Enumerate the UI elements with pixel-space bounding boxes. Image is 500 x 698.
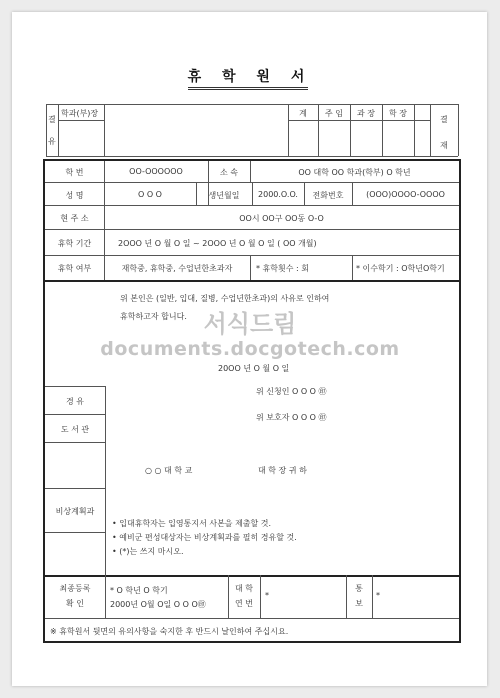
side-row-line xyxy=(45,386,105,387)
serial-label: 연 번 xyxy=(235,599,253,608)
final-date-signature: 2000년 O월 O일 O O O㊞ xyxy=(110,600,206,609)
approval-right-label: 결 xyxy=(440,115,448,124)
guardian-signature: 위 보호자 O O O ㊞ xyxy=(256,413,327,422)
approval-divider xyxy=(430,104,431,156)
side-row-line xyxy=(45,414,105,415)
col-line xyxy=(372,575,373,618)
statement-line-1: 위 본인은 (일반, 입대, 질병, 수업년한초과)의 사유로 인하여 xyxy=(120,294,330,303)
birth-label: 생년월일 xyxy=(208,191,240,200)
title-underline xyxy=(188,87,308,88)
col-line xyxy=(260,575,261,618)
row-line-thick xyxy=(45,575,459,577)
applicant-signature: 위 신청인 O O O ㊞ xyxy=(256,387,327,396)
col-line xyxy=(105,575,106,618)
col-line xyxy=(346,575,347,618)
dept-head-label: 학과(부)장 xyxy=(61,109,99,118)
status-value: 재학중, 휴학중, 수업년한초과자 xyxy=(121,264,233,273)
leave-count-label: * 휴학횟수 : 회 xyxy=(256,264,309,273)
row-line-thick xyxy=(45,280,459,282)
birth-value: 2000.O.O. xyxy=(258,190,298,199)
note-item: • 예비군 편성대상자는 비상계획과를 필히 경유할 것. xyxy=(112,533,297,542)
note-item: • 입대휴학자는 입영통지서 사본을 제출할 것. xyxy=(112,519,272,528)
watermark-title: 서식드림 xyxy=(203,310,297,338)
period-value: 2OOO 년 O 월 O 일 ~ 2OOO 년 O 월 O 일 ( OO 개월) xyxy=(118,239,317,248)
college-label: 대 학 xyxy=(235,584,253,593)
title-underline-double xyxy=(188,89,308,90)
approval-subline xyxy=(288,120,430,121)
approval-divider xyxy=(104,104,105,156)
library-label: 도 서 관 xyxy=(60,425,90,434)
address-label: 현 주 소 xyxy=(60,214,89,223)
addressee: 대 학 장 귀 하 xyxy=(258,466,307,475)
approval-right-edge xyxy=(458,104,459,156)
approval-left-label: 유 xyxy=(48,137,56,146)
footer-note: ※ 휴학원서 뒷면의 유의사항을 숙지한 후 반드시 날인하여 주십시요. xyxy=(50,627,289,636)
address-value: OO시 OO구 OO동 O-O xyxy=(239,214,324,223)
completed-semester-label: * 이수학기 : O학년O학기 xyxy=(356,264,445,273)
approval-right-label: 재 xyxy=(440,141,448,150)
notify-label: 보 xyxy=(355,599,363,608)
school-name: ○ ○ 대 학 교 xyxy=(145,466,193,475)
approval-subline xyxy=(58,120,104,121)
emergency-planning-label: 비상계획과 xyxy=(55,507,95,516)
row-line xyxy=(45,618,459,619)
col-line xyxy=(352,255,353,280)
phone-value: (OOO)OOOO-OOOO xyxy=(366,190,445,199)
side-row-line xyxy=(45,532,105,533)
name-label: 성 명 xyxy=(65,191,84,200)
approval-divider xyxy=(58,104,59,156)
reason-label: 경 유 xyxy=(66,397,84,406)
notify-label: 통 xyxy=(355,584,363,593)
row-line xyxy=(45,255,459,256)
form-title: 휴 학 원 서 xyxy=(187,69,313,85)
notify-value: * xyxy=(376,591,380,600)
side-col-line xyxy=(105,386,106,575)
name-value: O O O xyxy=(138,190,162,199)
side-row-line xyxy=(45,442,105,443)
row-line xyxy=(45,205,459,206)
row-line xyxy=(45,229,459,230)
affiliation-value: OO 대학 OO 학과(학부) O 학년 xyxy=(298,168,411,177)
watermark-url: documents.docgotech.com xyxy=(100,338,400,360)
final-semester: * O 학년 O 학기 xyxy=(110,586,168,595)
final-confirm-label: 확 인 xyxy=(66,599,84,608)
note-item: • (*)는 쓰지 마시오. xyxy=(112,547,184,556)
final-registration-label: 최종등록 xyxy=(59,584,91,593)
approval-left-edge xyxy=(46,104,47,156)
phone-label: 전화번호 xyxy=(312,191,344,200)
approval-role: 과 장 xyxy=(357,109,375,118)
statement-line-2: 휴학하고자 합니다. xyxy=(120,312,187,321)
side-row-line xyxy=(45,488,105,489)
student-no-label: 학 번 xyxy=(65,168,84,177)
period-label: 휴학 기간 xyxy=(57,239,92,248)
status-label: 휴학 여부 xyxy=(57,264,92,273)
approval-role: 주 임 xyxy=(325,109,343,118)
approval-left-label: 결 xyxy=(48,115,56,124)
student-no-value: OO-OOOOOO xyxy=(129,167,183,176)
approval-divider xyxy=(414,104,415,156)
approval-role: 계 xyxy=(299,109,307,118)
col-line xyxy=(228,575,229,618)
approval-top-line xyxy=(46,104,458,105)
affiliation-label: 소 속 xyxy=(220,168,238,177)
application-date: 20OO 년 O 월 O 일 xyxy=(218,364,290,373)
approval-role: 학 장 xyxy=(389,109,407,118)
col-line xyxy=(250,255,251,280)
college-serial-value: * xyxy=(265,591,269,600)
approval-bottom-line xyxy=(46,156,458,157)
